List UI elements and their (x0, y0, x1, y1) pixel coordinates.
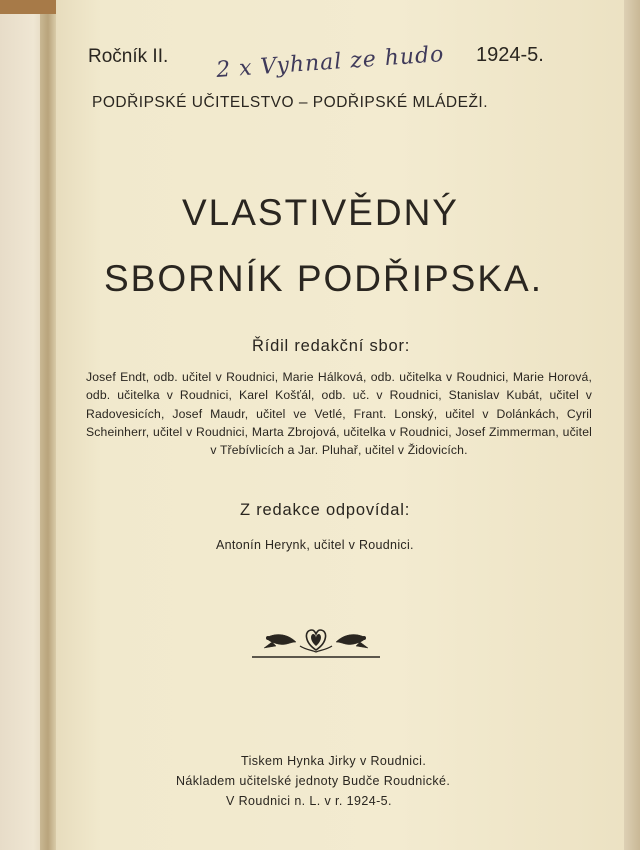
handwritten-note: 2 x Vyhnal ze hudo (215, 42, 446, 83)
editors-heading: Řídil redakční sbor: (252, 337, 411, 355)
title-page (56, 0, 624, 850)
title-line-1: VLASTIVĚDNÝ (182, 192, 459, 233)
page-fore-edge (624, 0, 640, 850)
book-gutter (40, 0, 56, 850)
binding-cover-edge (0, 0, 56, 14)
volume-years: 1924-5. (476, 44, 544, 66)
responsible-editor-name: Antonín Herynk, učitel v Roudnici. (216, 538, 414, 552)
subtitle: PODŘIPSKÉ UČITELSTVO – PODŘIPSKÉ MLÁDEŽI. (92, 94, 489, 111)
imprint-publisher: Nákladem učitelské jednoty Budče Roudnické. (176, 774, 451, 788)
responsible-editor-heading: Z redakce odpovídal: (240, 501, 411, 519)
volume-number: Ročník II. (88, 46, 169, 67)
imprint-printer: Tiskem Hynka Jirky v Roudnici. (241, 754, 427, 768)
editors-list: Josef Endt, odb. učitel v Roudnici, Marie Hálková, odb. učitelka v Roudnici, Marie Horová, odb. učitelka v Roudnici, Karel Košťál, odb. uč. v Roudnici, Stanislav Kubát, učitel v Radovesicích, Josef Maudr, učitel ve Vetlé, Frant. Lonský, učitel v Dolánkách, Cyril Scheinherr, učitel v Roudnici, Marta Zbrojová, učitelka v Roudnici, Josef Zimmerman, učitel v Třebívlicích a Jar. Pluhař, učitel v Židovicích. (86, 370, 592, 458)
birds-and-heart-ornament-icon (252, 624, 380, 662)
title-line-2: SBORNÍK PODŘIPSKA. (104, 258, 543, 299)
imprint-place-date: V Roudnici n. L. v r. 1924-5. (226, 794, 392, 808)
